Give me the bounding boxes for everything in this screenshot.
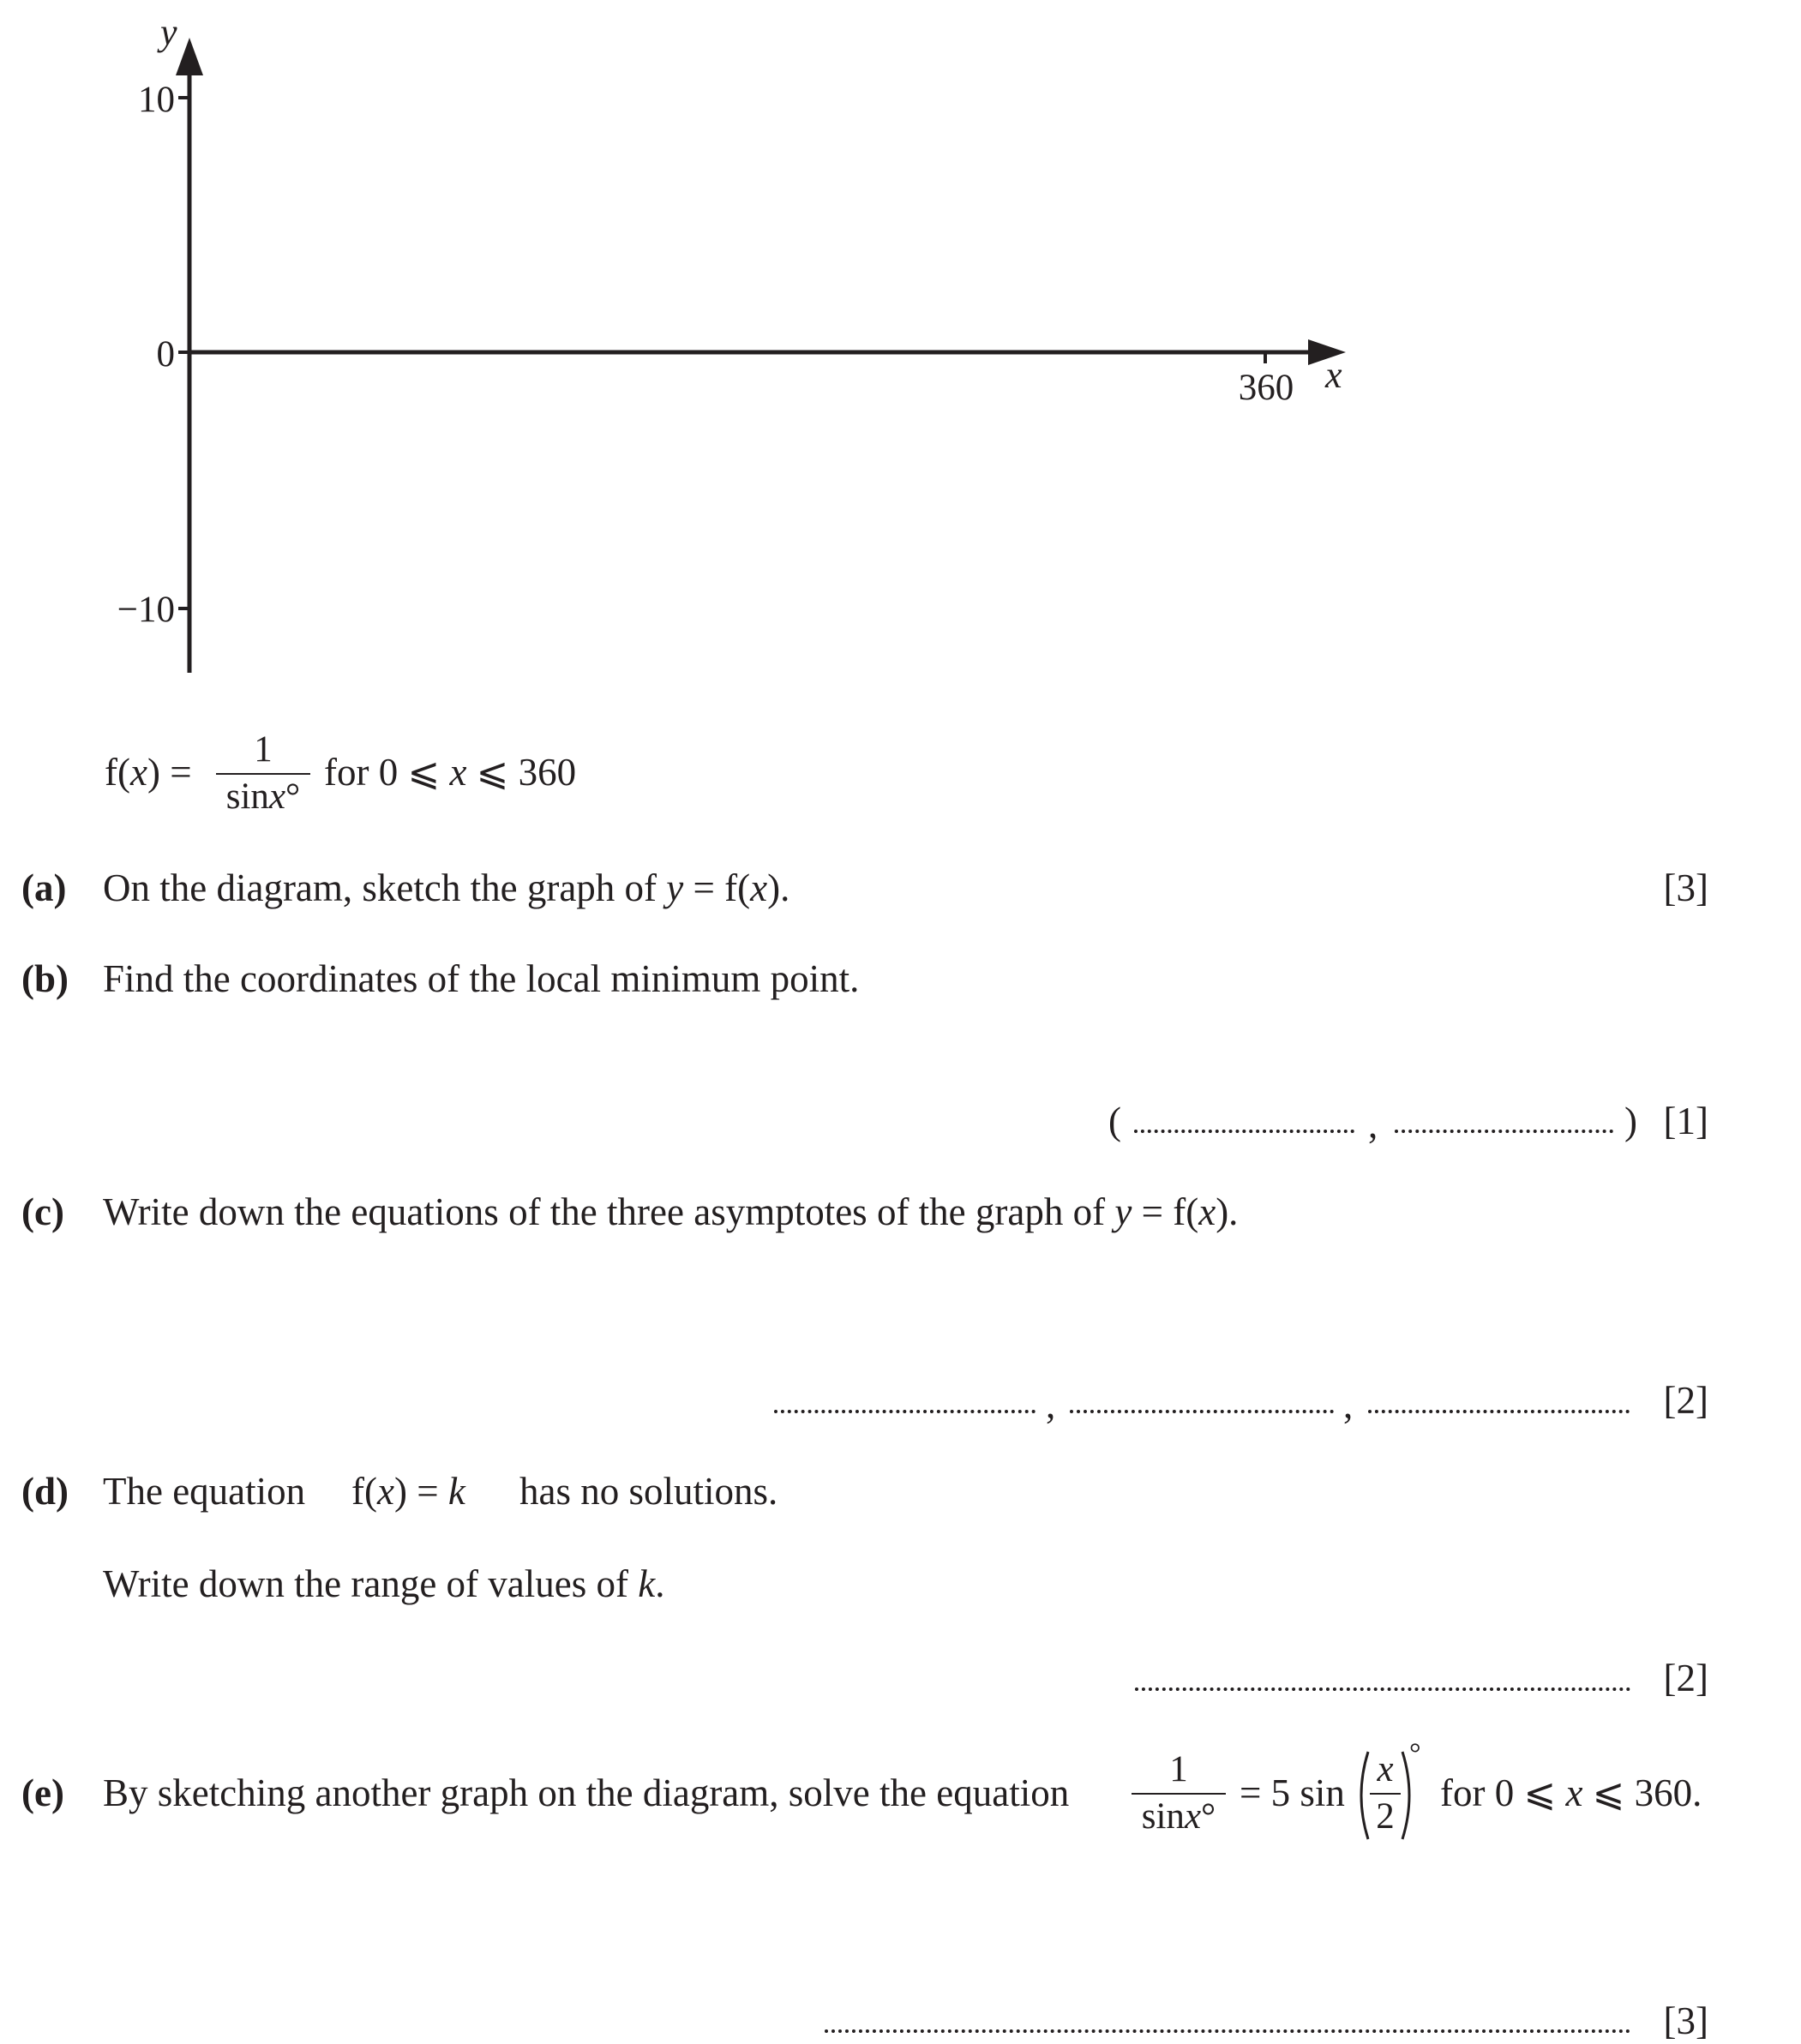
part-a-label: (a) [21,866,67,909]
sin-fn: sin [225,776,269,817]
y-tick-label-0: 0 [156,334,175,375]
fraction-bar [216,773,310,775]
x-tick-label-360: 360 [1238,368,1294,408]
x-axis-label: x [1325,354,1342,396]
part-a-close: ). [767,866,790,909]
part-e-inner-x: x [1377,1749,1394,1789]
part-b-label: (b) [21,957,69,1000]
part-d-x: x [376,1470,394,1513]
part-b-answer-x-field[interactable] [1134,1130,1354,1133]
y-axis [176,38,203,673]
part-e-question: By sketching another graph on the diagram, solve the equation [103,1771,1070,1814]
domain-for: for 0 ⩽ [324,751,441,794]
part-c-answer-field-3[interactable] [1368,1410,1630,1413]
definition-f-open: f( [105,751,130,794]
part-c-y: y [1114,1190,1132,1233]
axes-diagram[interactable] [0,0,1372,686]
part-e-marks: [3] [1663,1999,1708,2042]
part-c-marks: [2] [1663,1379,1708,1422]
part-e-rhs: = 5 sin [1240,1771,1345,1814]
part-d-k: k [447,1470,465,1513]
part-e-inner-2: 2 [1376,1796,1395,1837]
part-b-answer-y-field[interactable] [1395,1130,1613,1133]
part-c-comma-1: , [1046,1383,1056,1426]
part-d-text-2-period: . [655,1562,665,1605]
domain-end: ⩽ 360 [476,751,577,794]
part-e-domain-end: ⩽ 360. [1592,1771,1702,1814]
part-e-inner-fraction [1370,1751,1401,1835]
part-d-text-2-main: Write down the range of values of [103,1562,628,1605]
part-e-domain [1440,1771,1702,1814]
part-c-eq: = f( [1141,1190,1199,1233]
part-d-text-1-after: has no solutions. [519,1470,778,1513]
part-b-marks: [1] [1663,1100,1708,1142]
part-d-equation [351,1472,465,1511]
y-tick-label-10: 10 [138,80,175,120]
definition-lhs [105,753,192,792]
part-d-marks: [2] [1663,1657,1708,1699]
definition-equals: ) = [147,751,192,794]
definition-numerator: 1 [254,729,273,770]
part-e-lhs-fraction [1132,1751,1226,1835]
part-b-question: Find the coordinates of the local minimum point. [103,957,860,1000]
part-e-label: (e) [21,1771,64,1814]
part-c-label: (c) [21,1190,64,1233]
degree-symbol: ° [1201,1796,1216,1837]
part-d-answer-field[interactable] [1135,1687,1630,1691]
part-e-denominator [1132,1798,1226,1835]
part-e-left-paren [1353,1748,1372,1843]
domain-x: x [449,751,467,794]
part-d-text-1: The equation [103,1470,306,1513]
part-c-comma-2: , [1343,1383,1354,1426]
definition-fraction [216,731,310,815]
y-axis-arrowhead [176,38,203,75]
y-tick-label-neg10: −10 [117,590,175,630]
part-a-question [103,866,790,909]
x-axis [188,339,1346,365]
part-e-numerator: 1 [1169,1749,1188,1789]
part-d-text-2-k: k [638,1562,656,1605]
definition-domain [324,753,576,792]
part-a-marks: [3] [1663,866,1708,909]
part-c-x: x [1198,1190,1216,1233]
denominator-x: x [1184,1796,1202,1837]
fraction-bar [1370,1793,1401,1795]
part-c-answer-field-2[interactable] [1070,1410,1334,1413]
part-d-label: (d) [21,1470,69,1513]
part-d-text-2 [103,1562,665,1605]
part-c-close: ). [1216,1190,1239,1233]
denominator-x: x [268,776,286,817]
part-a-text: On the diagram, sketch the graph of [103,866,657,909]
definition-x-var: x [129,751,147,794]
part-a-eq: = f( [693,866,751,909]
part-c-answer-field-1[interactable] [774,1410,1036,1413]
part-b-open-paren: ( [1108,1100,1121,1142]
y-axis-label: y [160,11,177,53]
part-c-question [103,1190,1239,1233]
part-d-equals: ) = [393,1470,439,1513]
part-e-domain-x: x [1565,1771,1583,1814]
part-e-answer-field[interactable] [825,2029,1630,2033]
part-c-text: Write down the equations of the three asymptotes of the graph of [103,1190,1106,1233]
degree-symbol: ° [285,776,301,817]
part-b-close-paren: ) [1624,1100,1637,1142]
part-d-f-open: f( [351,1470,377,1513]
part-e-degree: ° [1409,1738,1421,1770]
definition-denominator [216,778,310,815]
part-a-y: y [666,866,684,909]
part-e-domain-for: for 0 ⩽ [1440,1771,1557,1814]
part-a-x: x [750,866,768,909]
sin-fn: sin [1141,1796,1185,1837]
fraction-bar [1132,1793,1226,1795]
part-b-comma: , [1368,1103,1378,1146]
